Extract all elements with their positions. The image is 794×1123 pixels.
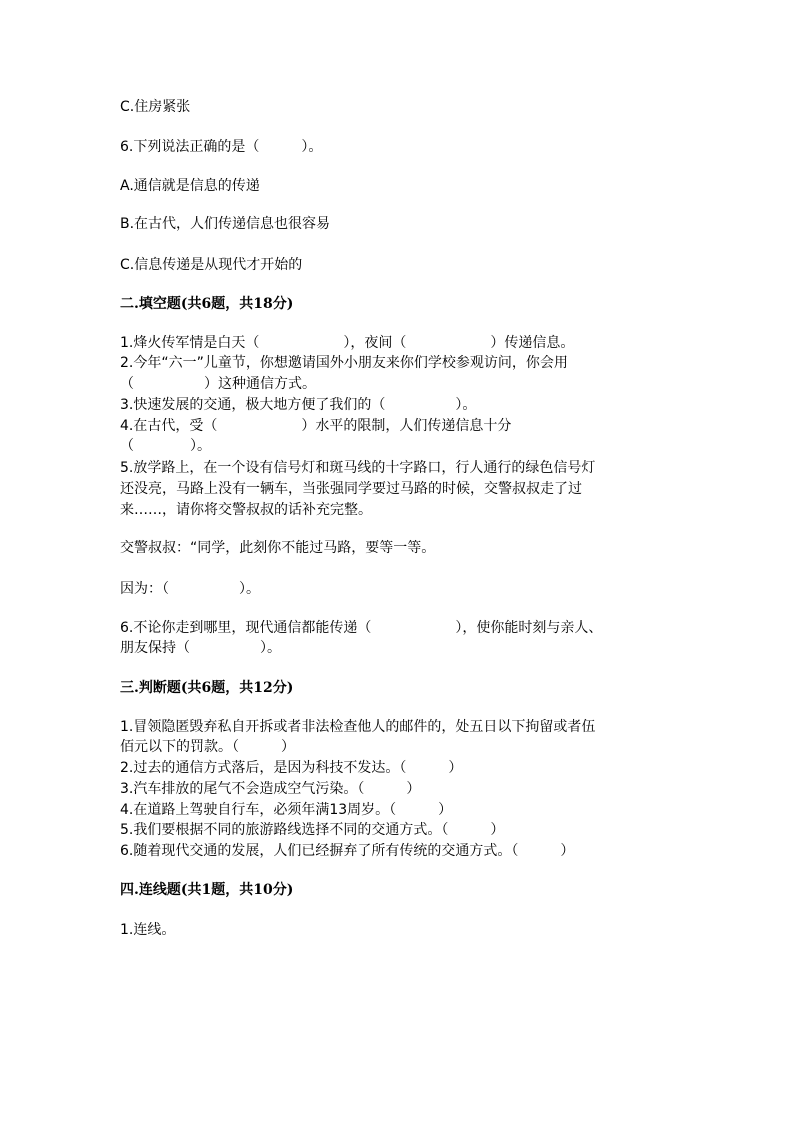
tf-q4: 4.在道路上驾驶自行车，必须年满13周岁。（ ） [120,802,453,818]
fill-q5-line3: 来……，请你将交警叔叔的话补充完整。 [120,502,372,518]
fill-q6-line2: 朋友保持（ ）。 [120,640,281,656]
fill-q5-line1: 5.放学路上，在一个设有信号灯和斑马线的十字路口，行人通行的绿色信号灯 [120,460,596,476]
fill-q5-line2: 还没亮，马路上没有一辆车，当张强同学要过马路的时候，交警叔叔走了过 [120,481,582,497]
tf-q1-line1: 1.冒领隐匿毁弃私自开拆或者非法检查他人的邮件的，处五日以下拘留或者伍 [120,719,596,735]
fill-q2-line1: 2.今年“六一”儿童节，你想邀请国外小朋友来你们学校参观访问，你会用 [120,355,568,371]
fill-q1: 1.烽火传军情是白天（ ），夜间（ ）传递信息。 [120,335,575,351]
fill-q6-line1: 6.不论你走到哪里，现代通信都能传递（ ），使你能时刻与亲人、 [120,620,603,636]
fill-q5-because: 因为：（ ）。 [120,581,260,597]
q6-prompt: 6.下列说法正确的是（ ）。 [120,139,323,155]
q6-option-c: C.信息传递是从现代才开始的 [120,257,303,273]
section-heading-matching: 四.连线题(共1题，共10分) [120,882,294,898]
match-q1: 1.连线。 [120,922,176,938]
tf-q3: 3.汽车排放的尾气不会造成空气污染。（ ） [120,781,421,797]
tf-q6: 6.随着现代交通的发展，人们已经摒弃了所有传统的交通方式。（ ） [120,843,575,859]
section-heading-true-false: 三.判断题(共6题，共12分) [120,680,294,696]
fill-q4-line1: 4.在古代，受（ ）水平的限制，人们传递信息十分 [120,418,512,434]
tf-q5: 5.我们要根据不同的旅游路线选择不同的交通方式。（ ） [120,822,505,838]
fill-q3: 3.快速发展的交通，极大地方便了我们的（ ）。 [120,397,477,413]
fill-q4-line2: （ ）。 [120,438,211,454]
fill-q5-police-quote: 交警叔叔：“同学，此刻你不能过马路，要等一等。 [120,540,436,556]
fill-q2-line2: （ ）这种通信方式。 [120,376,316,392]
q5-option-c: C.住房紧张 [120,99,191,115]
section-heading-fill-blank: 二.填空题(共6题，共18分) [120,296,294,312]
q6-option-b: B.在古代，人们传递信息也很容易 [120,216,331,232]
q6-option-a: A.通信就是信息的传递 [120,178,260,194]
tf-q2: 2.过去的通信方式落后，是因为科技不发达。（ ） [120,760,463,776]
tf-q1-line2: 佰元以下的罚款。（ ） [120,739,295,755]
